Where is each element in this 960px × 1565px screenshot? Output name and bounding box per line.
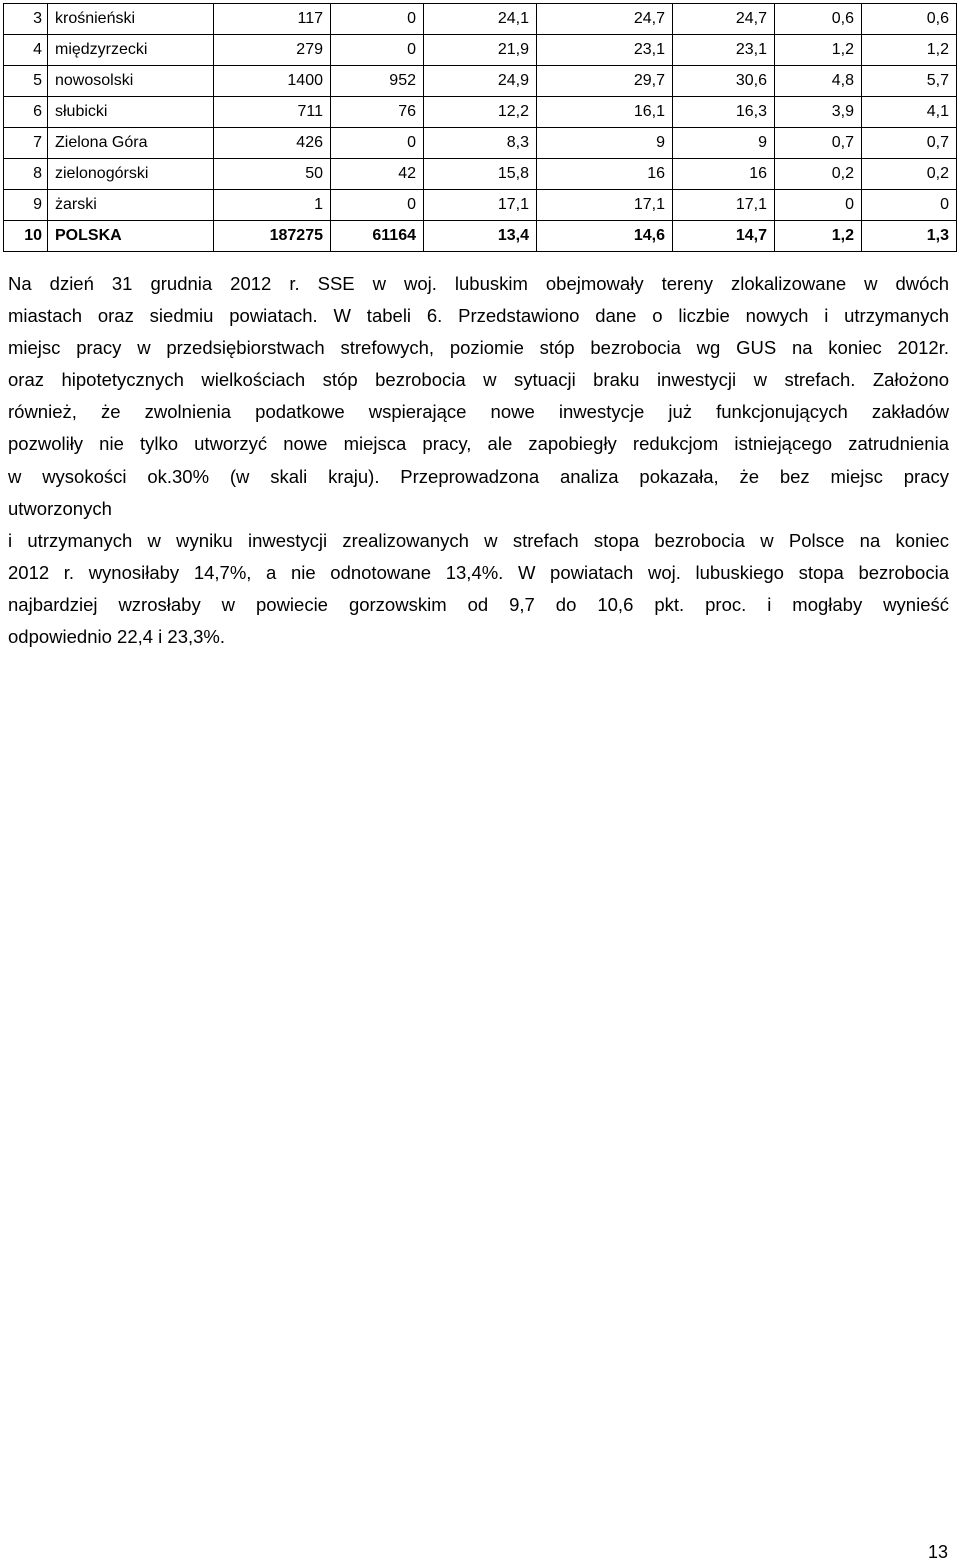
value-cell: 5,7 xyxy=(862,66,957,97)
value-cell: 76 xyxy=(331,97,424,128)
page-number: 13 xyxy=(927,1542,948,1562)
row-number-cell: 10 xyxy=(4,221,48,252)
row-number-cell: 3 xyxy=(4,4,48,35)
value-cell: 24,7 xyxy=(673,4,775,35)
table-body xyxy=(4,4,957,252)
region-name-cell: żarski xyxy=(48,190,214,221)
value-cell: 0 xyxy=(331,190,424,221)
value-cell: 1,2 xyxy=(775,35,862,66)
value-cell: 0 xyxy=(775,190,862,221)
value-cell: 16 xyxy=(537,159,673,190)
region-name-cell: zielonogórski xyxy=(48,159,214,190)
value-cell: 24,1 xyxy=(424,4,537,35)
value-cell: 16,3 xyxy=(673,97,775,128)
value-cell: 29,7 xyxy=(537,66,673,97)
value-cell: 14,6 xyxy=(537,221,673,252)
value-cell: 426 xyxy=(214,128,331,159)
unemployment-table xyxy=(3,3,957,252)
text-line: również, że zwolnienia podatkowe wspierające nowe inwestycje już funkcjonujących zakładów xyxy=(8,401,949,423)
text-line: pozwoliły nie tylko utworzyć nowe miejsca pracy, ale zapobiegły redukcjom istniejącego zatrudnienia xyxy=(8,433,949,455)
value-cell: 17,1 xyxy=(673,190,775,221)
value-cell: 1,2 xyxy=(775,221,862,252)
table-row xyxy=(4,66,957,97)
value-cell: 21,9 xyxy=(424,35,537,66)
value-cell: 0,7 xyxy=(775,128,862,159)
value-cell: 17,1 xyxy=(537,190,673,221)
body-text xyxy=(8,268,949,653)
value-cell: 0,2 xyxy=(775,159,862,190)
row-number-cell: 7 xyxy=(4,128,48,159)
table-row xyxy=(4,97,957,128)
value-cell: 24,7 xyxy=(537,4,673,35)
region-name-cell: nowosolski xyxy=(48,66,214,97)
value-cell: 17,1 xyxy=(424,190,537,221)
value-cell: 9 xyxy=(673,128,775,159)
text-line: 2012 r. wynosiłaby 14,7%, a nie odnotowane 13,4%. W powiatach woj. lubuskiego stopa bezrobocia xyxy=(8,561,949,583)
value-cell: 23,1 xyxy=(673,35,775,66)
table-row xyxy=(4,128,957,159)
row-number-cell: 9 xyxy=(4,190,48,221)
value-cell: 61164 xyxy=(331,221,424,252)
value-cell: 0 xyxy=(331,4,424,35)
value-cell: 279 xyxy=(214,35,331,66)
value-cell: 0 xyxy=(862,190,957,221)
table-row xyxy=(4,221,957,252)
table-row xyxy=(4,159,957,190)
value-cell: 0,6 xyxy=(862,4,957,35)
value-cell: 24,9 xyxy=(424,66,537,97)
value-cell: 13,4 xyxy=(424,221,537,252)
region-name-cell: słubicki xyxy=(48,97,214,128)
value-cell: 3,9 xyxy=(775,97,862,128)
row-number-cell: 4 xyxy=(4,35,48,66)
value-cell: 4,8 xyxy=(775,66,862,97)
text-line: w wysokości ok.30% (w skali kraju). Przeprowadzona analiza pokazała, że bez miejsc pracy xyxy=(8,465,949,487)
value-cell: 0,2 xyxy=(862,159,957,190)
value-cell: 952 xyxy=(331,66,424,97)
value-cell: 1400 xyxy=(214,66,331,97)
text-line: Na dzień 31 grudnia 2012 r. SSE w woj. lubuskim obejmowały tereny zlokalizowane w dwóch xyxy=(8,273,949,294)
text-line: najbardziej wzrosłaby w powiecie gorzowskim od 9,7 do 10,6 pkt. proc. i mogłaby wynieść xyxy=(8,593,949,615)
region-name-cell: międzyrzecki xyxy=(48,35,214,66)
value-cell: 30,6 xyxy=(673,66,775,97)
value-cell: 8,3 xyxy=(424,128,537,159)
table-row xyxy=(4,4,957,35)
row-number-cell: 5 xyxy=(4,66,48,97)
region-name-cell: POLSKA xyxy=(48,221,214,252)
text-line: utworzonych xyxy=(8,497,112,519)
region-name-cell: Zielona Góra xyxy=(48,128,214,159)
text-line: oraz hipotetycznych wielkościach stóp bezrobocia w sytuacji braku inwestycji w strefach. Założono xyxy=(8,369,949,391)
value-cell: 0,6 xyxy=(775,4,862,35)
value-cell: 4,1 xyxy=(862,97,957,128)
table-row xyxy=(4,190,957,221)
value-cell: 1,3 xyxy=(862,221,957,252)
row-number-cell: 6 xyxy=(4,97,48,128)
value-cell: 1,2 xyxy=(862,35,957,66)
value-cell: 12,2 xyxy=(424,97,537,128)
value-cell: 14,7 xyxy=(673,221,775,252)
value-cell: 711 xyxy=(214,97,331,128)
row-number-cell: 8 xyxy=(4,159,48,190)
value-cell: 50 xyxy=(214,159,331,190)
value-cell: 42 xyxy=(331,159,424,190)
value-cell: 117 xyxy=(214,4,331,35)
text-line: miastach oraz siedmiu powiatach. W tabeli 6. Przedstawiono dane o liczbie nowych i utrzymanych xyxy=(8,305,949,327)
value-cell: 0 xyxy=(331,35,424,66)
value-cell: 0,7 xyxy=(862,128,957,159)
value-cell: 0 xyxy=(331,128,424,159)
value-cell: 1 xyxy=(214,190,331,221)
region-name-cell: krośnieński xyxy=(48,4,214,35)
text-line: i utrzymanych w wyniku inwestycji zrealizowanych w strefach stopa bezrobocia w Polsce na koniec xyxy=(8,529,949,551)
text-line: miejsc pracy w przedsiębiorstwach strefowych, poziomie stóp bezrobocia wg GUS na koniec 2012r. xyxy=(8,337,949,359)
value-cell: 15,8 xyxy=(424,159,537,190)
value-cell: 187275 xyxy=(214,221,331,252)
value-cell: 23,1 xyxy=(537,35,673,66)
value-cell: 16,1 xyxy=(537,97,673,128)
text-line: odpowiednio 22,4 i 23,3%. xyxy=(8,626,226,648)
value-cell: 16 xyxy=(673,159,775,190)
table-row xyxy=(4,35,957,66)
value-cell: 9 xyxy=(537,128,673,159)
